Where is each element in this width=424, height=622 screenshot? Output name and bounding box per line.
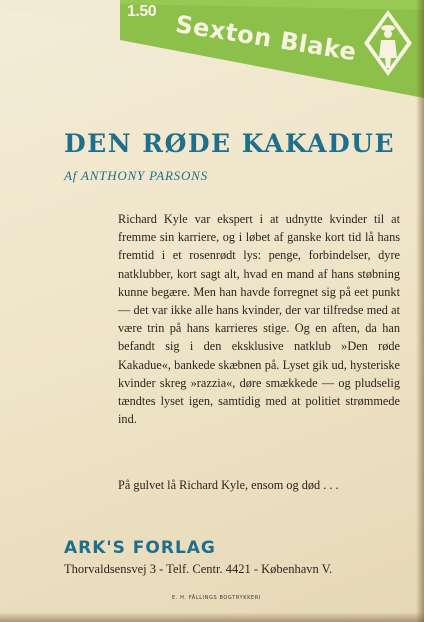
series-logo: Sexton Blake — [173, 10, 359, 67]
publisher-name: ARK'S FORLAG — [64, 538, 216, 558]
worn-edge-bottom — [0, 612, 424, 622]
blurb-closing-line: På gulvet lå Richard Kyle, ensom og død . . . — [118, 478, 339, 492]
printer-credit: E. H. FÄLLINGS BOGTRYKKERI — [172, 595, 261, 601]
publisher-address: Thorvaldsensvej 3 - Telf. Centr. 4421 - København V. — [64, 562, 333, 576]
price-label: 1.50 — [127, 3, 157, 20]
book-title: DEN RØDE KAKADUE — [64, 129, 396, 158]
worn-edge-right — [416, 0, 424, 622]
book-author: Af ANTHONY PARSONS — [64, 168, 208, 183]
blurb-text: Richard Kyle var ekspert i at udnytte kvinder til at fremme sin karriere, og i løbet af ganske kort tid lå hans fremtid i et rosenrødt lys: penge, forbindelser, dyre natklubber, kort sagt alt, hvad en mand af hans støbning kunne begære. Men han havde forregnet sig på eet punkt — det var ikke alle hans kvinder, der var tilfredse med at være trin på hans karrieres stige. Og en aften, da han befandt sig i den eksklusive natklub »Den røde Kakadue«, bankede skæbnen på. Lyset gik ud, hysteriske kvinder skreg »razzia«, døre smækkede — og pludselig tændtes lyset igen, samtidig med at politiet strømmede ind. — [118, 212, 400, 427]
diamond-detective-silhouette-icon — [362, 8, 414, 78]
book-blurb — [118, 210, 400, 428]
series-banner — [0, 0, 424, 110]
